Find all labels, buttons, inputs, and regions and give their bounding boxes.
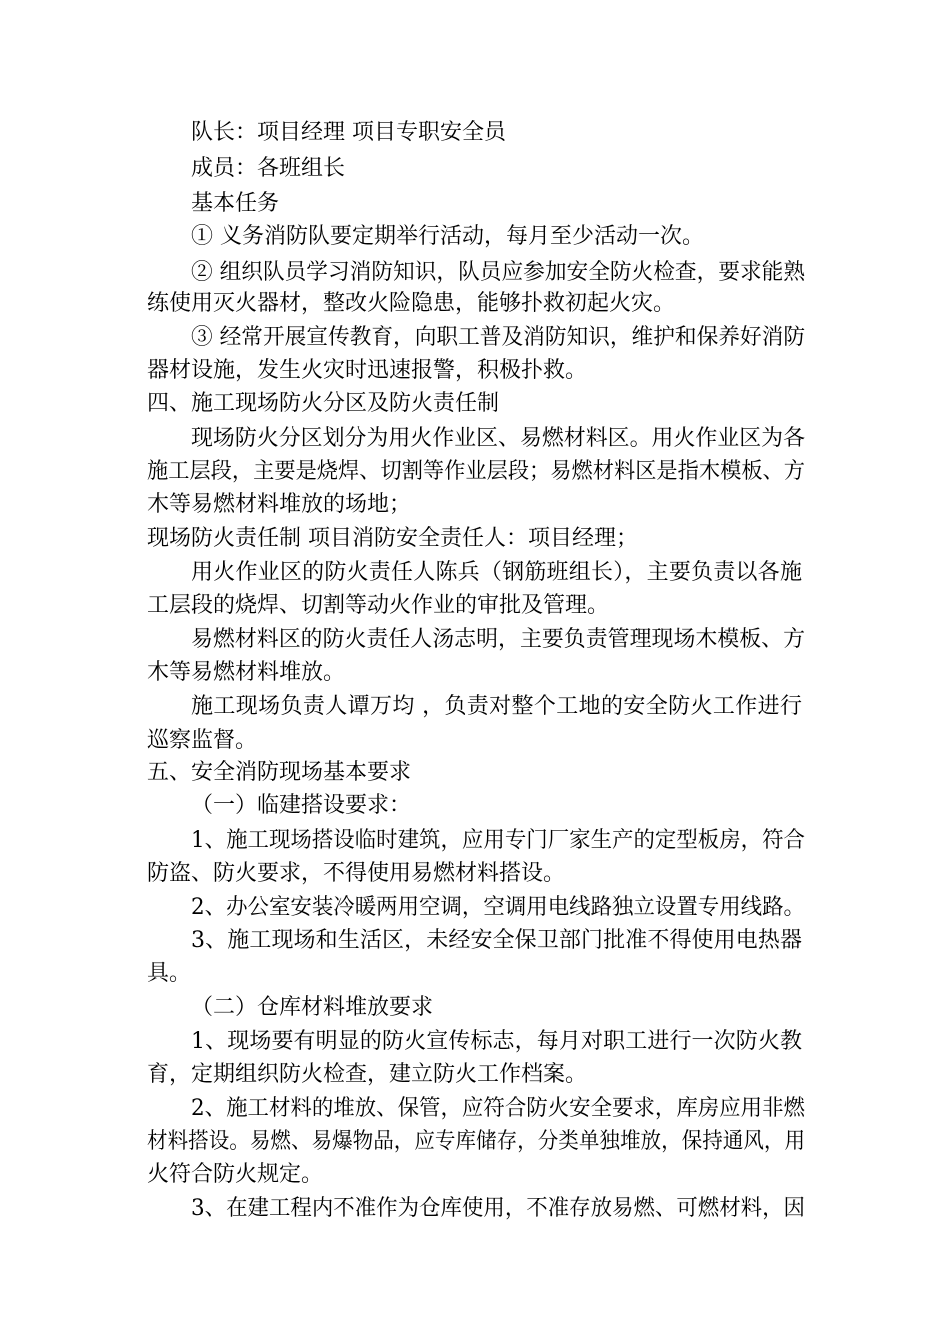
- warehouse-item-2-line-2: 材料搭设。易燃、易爆物品，应专库储存，分类单独堆放，保持通风，用: [147, 1129, 806, 1154]
- hot-work-zone-line-1: 用火作业区的防火责任人陈兵（钢筋班组长），主要负责以各施: [191, 560, 802, 585]
- task-3-line-1: ③ 经常开展宣传教育，向职工普及消防知识，维护和保养好消防: [191, 325, 806, 350]
- warehouse-item-1-line-1: 1、现场要有明显的防火宣传标志，每月对职工进行一次防火教: [191, 1029, 802, 1054]
- section-4-heading: 四、施工现场防火分区及防火责任制: [147, 391, 500, 416]
- task-2-line-2: 练使用灭火器材，整改火险隐患，能够扑救初起火灾。: [147, 291, 676, 316]
- warehouse-item-2-line-3: 火符合防火规定。: [147, 1162, 324, 1187]
- temp-building-item-1-line-2: 防盗、防火要求，不得使用易燃材料搭设。: [147, 861, 566, 886]
- warehouse-item-2-line-1: 2、施工材料的堆放、保管，应符合防火安全要求，库房应用非燃: [191, 1096, 805, 1121]
- responsibility-system-line: 现场防火责任制 项目消防安全责任人：项目经理；: [147, 526, 638, 551]
- site-manager-line-1: 施工现场负责人谭万均 ，负责对整个工地的安全防火工作进行: [191, 694, 802, 719]
- fire-zone-line-2: 施工层段，主要是烧焊、切割等作业层段；易燃材料区是指木模板、方: [147, 459, 806, 484]
- warehouse-item-1-line-2: 育，定期组织防火检查，建立防火工作档案。: [147, 1062, 588, 1087]
- site-manager-line-2: 巡察监督。: [147, 728, 258, 753]
- subsection-1-heading: （一）临建搭设要求：: [191, 793, 412, 818]
- temp-building-item-2-line: 2、办公室安装冷暖两用空调，空调用电线路独立设置专用线路。: [191, 895, 805, 920]
- flammable-zone-line-2: 木等易燃材料堆放。: [147, 660, 346, 685]
- team-leader-line: 队长：项目经理 项目专职安全员: [191, 120, 506, 145]
- fire-zone-line-1: 现场防火分区划分为用火作业区、易燃材料区。用火作业区为各: [191, 426, 806, 451]
- temp-building-item-3-line-2: 具。: [147, 961, 192, 986]
- basic-tasks-heading: 基本任务: [191, 191, 280, 216]
- team-members-line: 成员：各班组长: [191, 156, 346, 181]
- warehouse-item-3-line-1: 3、在建工程内不准作为仓库使用，不准存放易燃、可燃材料，因: [191, 1196, 805, 1221]
- task-1-line: ① 义务消防队要定期举行活动，每月至少活动一次。: [191, 224, 704, 249]
- task-2-line-1: ② 组织队员学习消防知识，队员应参加安全防火检查，要求能熟: [191, 260, 806, 285]
- hot-work-zone-line-2: 工层段的烧焊、切割等动火作业的审批及管理。: [147, 593, 610, 618]
- section-5-heading: 五、安全消防现场基本要求: [147, 760, 412, 785]
- subsection-2-heading: （二）仓库材料堆放要求: [191, 995, 434, 1020]
- flammable-zone-line-1: 易燃材料区的防火责任人汤志明，主要负责管理现场木模板、方: [191, 627, 806, 652]
- temp-building-item-3-line-1: 3、施工现场和生活区，未经安全保卫部门批准不得使用电热器: [191, 928, 802, 953]
- temp-building-item-1-line-1: 1、施工现场搭设临时建筑，应用专门厂家生产的定型板房，符合: [191, 828, 805, 853]
- task-3-line-2: 器材设施，发生火灾时迅速报警，积极扑救。: [147, 358, 588, 383]
- fire-zone-line-3: 木等易燃材料堆放的场地；: [147, 492, 412, 517]
